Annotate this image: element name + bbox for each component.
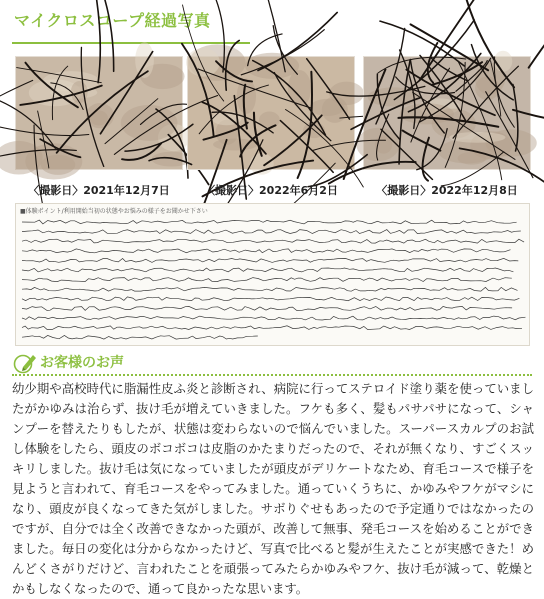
photo-date-caption: 〈撮影日〉2022年6月2日	[204, 184, 338, 197]
customer-testimonial: 幼少期や高校時代に脂漏性皮ふ炎と診断され、病院に行ってステロイド塗り薬を使っていましたがかゆみは治らず、抜け毛が増えていきました。フケも多く、髪もパサパサになって、シャンプーを替えたりもしたが、状態は変わらないので悩んでいました。スーパースカルプのお試し体験をしたら、頭皮のボコボコは皮脂のかたまりだったので、それが無くなり、すごくスッキリしました。抜け毛は気になっていましたが頭皮がデリケートなため、育毛コースで様子を見ようと言われて、育毛コースをやってみました。通っていくうちに、かゆみやフケがマシになり、頭皮が良くなってきた気がしました。サボりぐせもあったので予定通りではなかったのですが、自分では全く改善できなかった頭が、改善して無事、発毛コースを始めることができました。毎日の変化は分からなかったけど、写真で比べると髪が生えたことが実感できた！めんどくさがりだけど、言われたことを頑張ってみたらかゆみやフケ、抜け毛が減って、乾燥とかもしなくなったので、通って良かったな思います。	[12, 381, 534, 596]
dotted-divider	[12, 374, 532, 376]
handwriting-scribble	[16, 204, 531, 347]
memo-form-title: ■体験ポイント/利用開始当初の状態やお悩みの様子をお聞かせ下さい	[20, 208, 208, 215]
microscope-photo-2021	[15, 56, 183, 170]
photo-date-caption: 〈撮影日〉2021年12月7日	[28, 184, 170, 197]
handwritten-memo	[15, 203, 530, 346]
page-title: マイクロスコープ経過写真	[14, 11, 211, 30]
customer-voice-heading: お客様のお声	[40, 355, 124, 371]
title-underline	[12, 42, 250, 44]
photo-date-caption: 〈撮影日〉2022年12月8日	[376, 184, 518, 197]
pencil-icon	[14, 352, 38, 374]
microscope-photo-2022-december	[363, 56, 531, 170]
microscope-photo-2022-june	[187, 56, 355, 170]
